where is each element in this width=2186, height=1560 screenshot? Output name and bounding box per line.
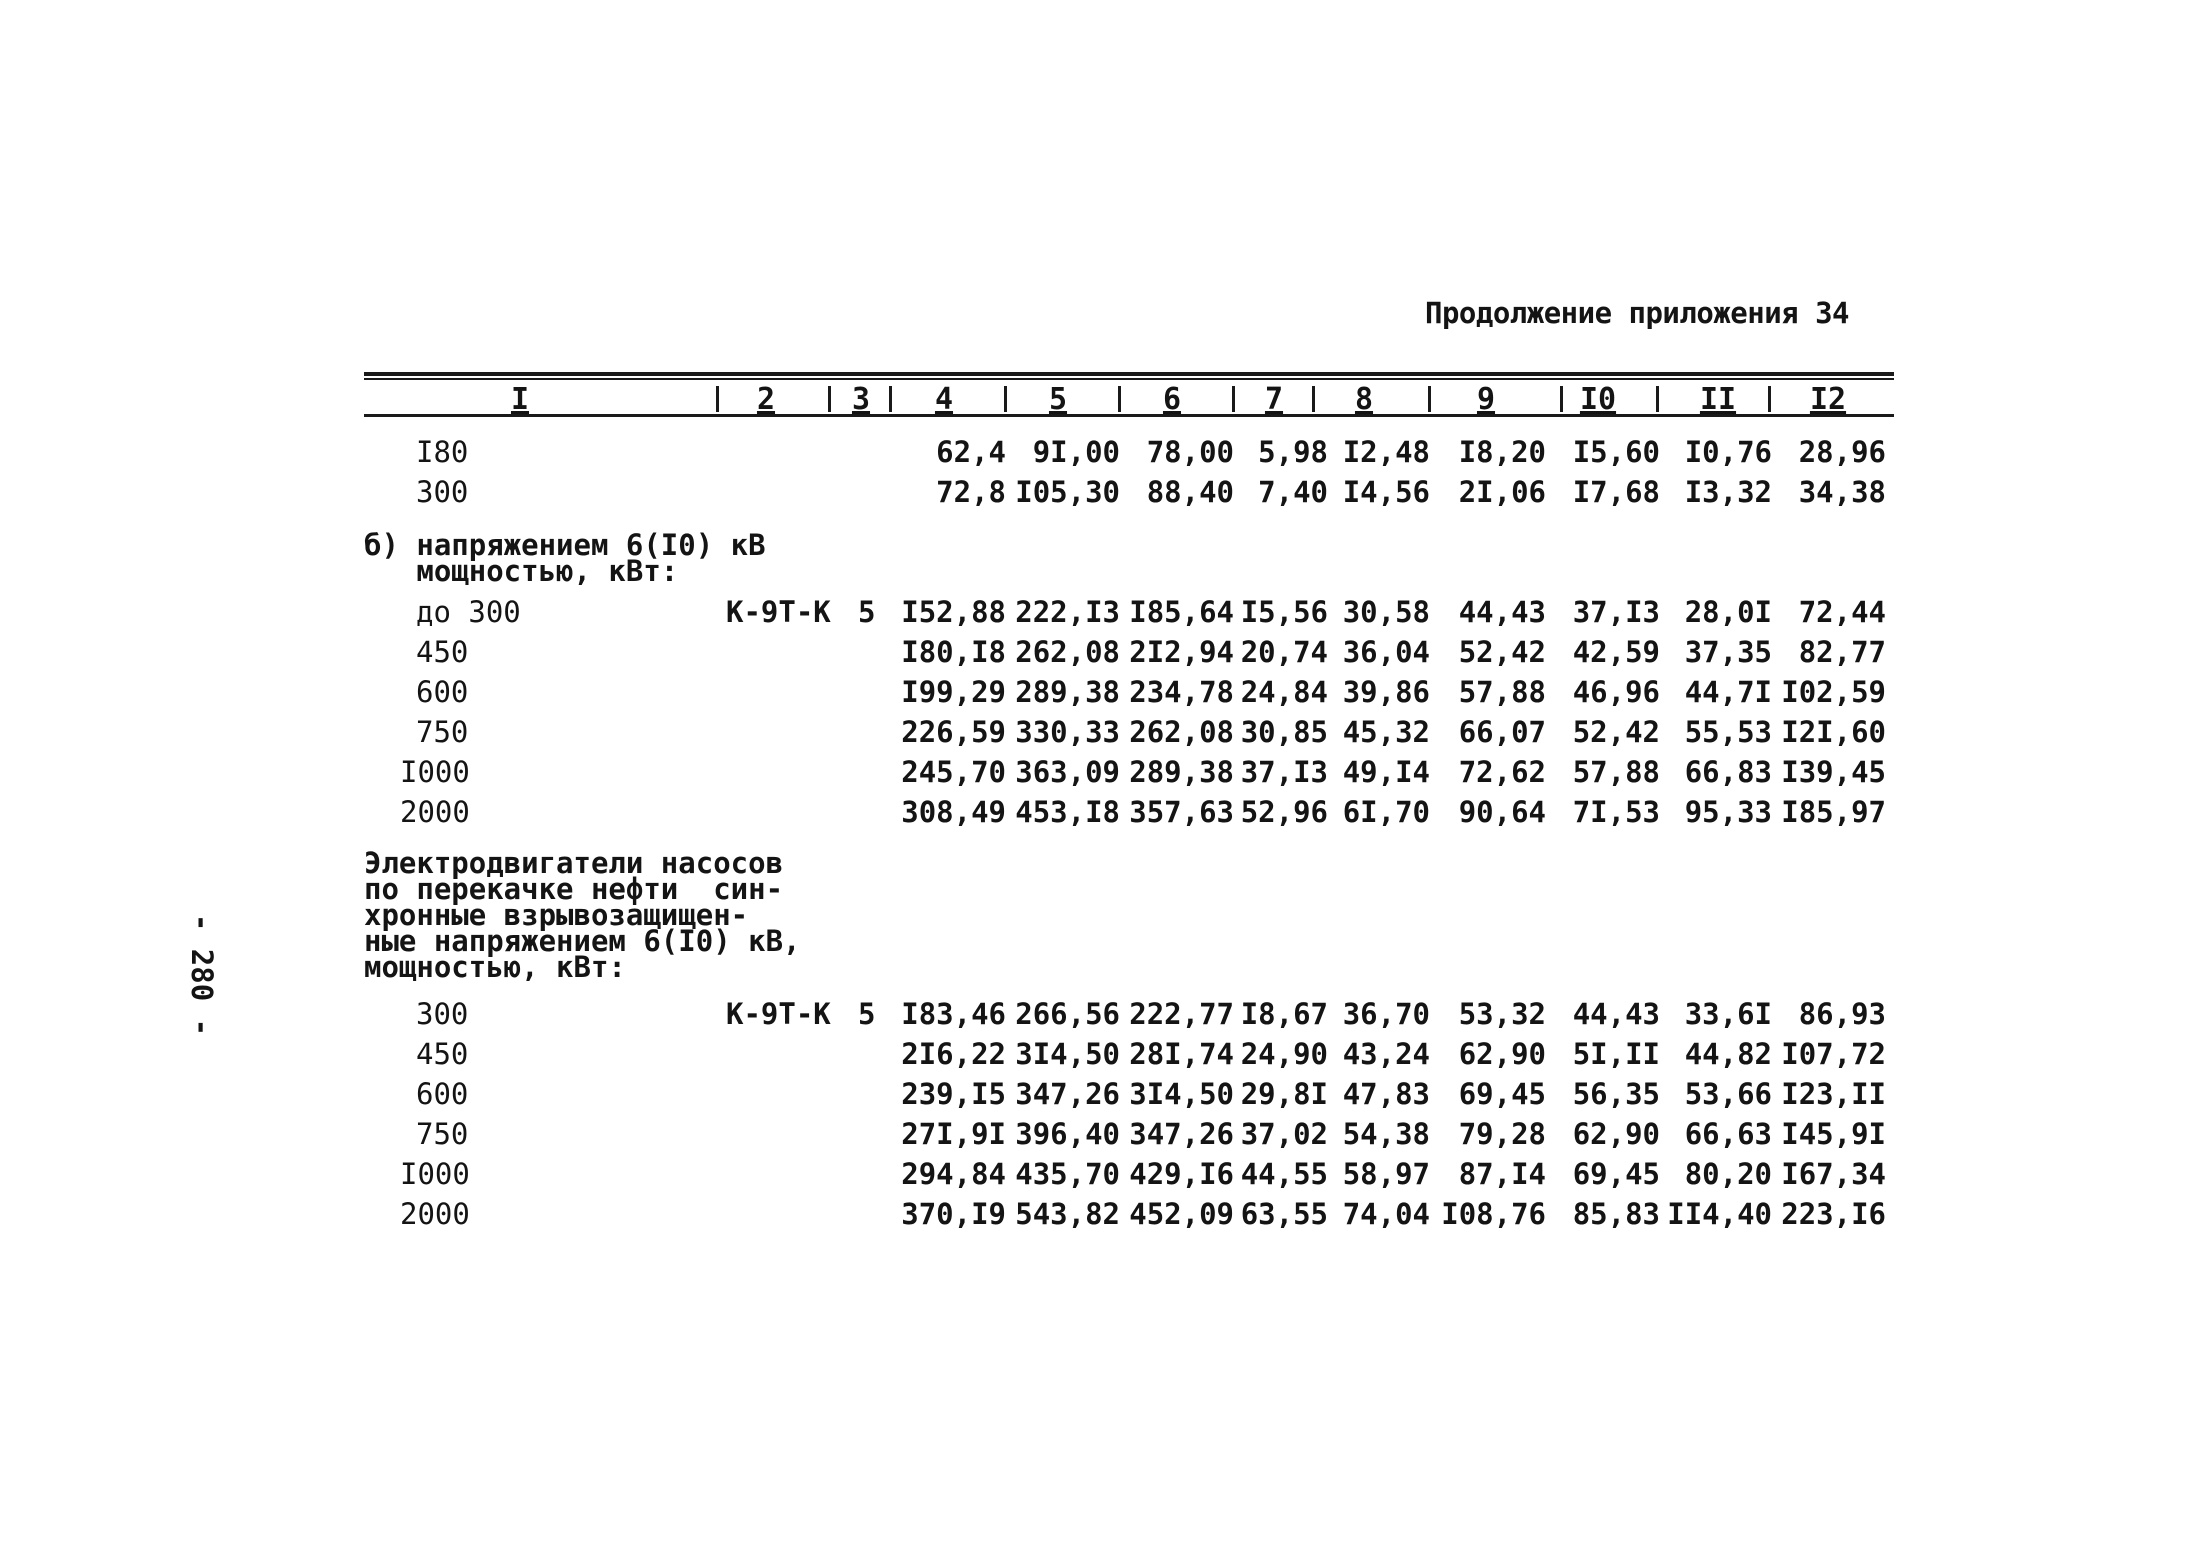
- row-mark: К-9Т-К: [726, 997, 831, 1031]
- page-number: - 280 -: [185, 913, 219, 1037]
- table-row: [0, 634, 2186, 670]
- cell-col-5: 9I,00: [1032, 435, 1120, 469]
- section-pumps-heading-line: ные напряжением 6(I0) кВ,: [364, 924, 801, 958]
- cell-col-11: 37,35: [1684, 635, 1772, 669]
- cell-col-8: 74,04: [1342, 1197, 1430, 1231]
- cell-col-4: 2I6,22: [901, 1037, 1006, 1071]
- cell-col-5: 453,I8: [1015, 795, 1120, 829]
- cell-col-7: 5,98: [1258, 435, 1328, 469]
- section-pumps-heading-line: Электродвигатели насосов: [364, 846, 784, 880]
- cell-col-4: 308,49: [901, 795, 1006, 829]
- header-col-10: I0: [1579, 382, 1617, 417]
- cell-col-8: 49,I4: [1342, 755, 1430, 789]
- cell-col-7: I8,67: [1240, 997, 1328, 1031]
- cell-col-8: 45,32: [1342, 715, 1430, 749]
- cell-col-6: 2I2,94: [1129, 635, 1234, 669]
- cell-col-10: 7I,53: [1572, 795, 1660, 829]
- cell-col-7: 52,96: [1240, 795, 1328, 829]
- cell-col-6: 234,78: [1129, 675, 1234, 709]
- cell-col-4: 245,70: [901, 755, 1006, 789]
- row-label: I000: [400, 1157, 470, 1191]
- cell-col-6: 78,00: [1146, 435, 1234, 469]
- cell-col-8: 6I,70: [1342, 795, 1430, 829]
- cell-col-4: 27I,9I: [901, 1117, 1006, 1151]
- cell-col-5: 266,56: [1015, 997, 1120, 1031]
- header-separator: [1232, 386, 1235, 412]
- cell-col-11: 66,83: [1684, 755, 1772, 789]
- row-mark: К-9Т-К: [726, 595, 831, 629]
- header-col-1: I: [510, 382, 530, 417]
- header-col-7: 7: [1264, 382, 1284, 417]
- header-separator: [1656, 386, 1659, 412]
- cell-col-11: I0,76: [1684, 435, 1772, 469]
- cell-col-8: 30,58: [1342, 595, 1430, 629]
- cell-col-11: 44,7I: [1684, 675, 1772, 709]
- row-num: 5: [858, 595, 876, 629]
- cell-col-7: 37,02: [1240, 1117, 1328, 1151]
- cell-col-5: 222,I3: [1015, 595, 1120, 629]
- table-row: [0, 714, 2186, 750]
- header-separator: [889, 386, 892, 412]
- cell-col-10: 44,43: [1572, 997, 1660, 1031]
- table-caption: Продолжение приложения 34: [1425, 296, 1849, 330]
- table-row: [0, 1196, 2186, 1232]
- cell-col-9: I8,20: [1458, 435, 1546, 469]
- table-row: [0, 1036, 2186, 1072]
- cell-col-10: 46,96: [1572, 675, 1660, 709]
- cell-col-10: 69,45: [1572, 1157, 1660, 1191]
- table-row: [0, 754, 2186, 790]
- cell-col-5: 347,26: [1015, 1077, 1120, 1111]
- row-label: 600: [416, 675, 469, 709]
- table-row: [0, 594, 2186, 630]
- cell-col-12: I2I,60: [1781, 715, 1886, 749]
- cell-col-8: 47,83: [1342, 1077, 1430, 1111]
- table-row: [0, 474, 2186, 510]
- cell-col-8: 36,70: [1342, 997, 1430, 1031]
- cell-col-10: 62,90: [1572, 1117, 1660, 1151]
- cell-col-10: 52,42: [1572, 715, 1660, 749]
- cell-col-7: 29,8I: [1240, 1077, 1328, 1111]
- row-label: I000: [400, 755, 470, 789]
- cell-col-4: 370,I9: [901, 1197, 1006, 1231]
- cell-col-8: I2,48: [1342, 435, 1430, 469]
- cell-col-5: 396,40: [1015, 1117, 1120, 1151]
- header-col-3: 3: [851, 382, 871, 417]
- header-separator: [1004, 386, 1007, 412]
- cell-col-8: 54,38: [1342, 1117, 1430, 1151]
- header-col-5: 5: [1048, 382, 1068, 417]
- cell-col-10: 37,I3: [1572, 595, 1660, 629]
- cell-col-5: 289,38: [1015, 675, 1120, 709]
- cell-col-12: I67,34: [1781, 1157, 1886, 1191]
- cell-col-6: 28I,74: [1129, 1037, 1234, 1071]
- cell-col-9: 44,43: [1458, 595, 1546, 629]
- cell-col-12: 72,44: [1798, 595, 1886, 629]
- cell-col-6: 262,08: [1129, 715, 1234, 749]
- row-label: 300: [416, 475, 469, 509]
- cell-col-7: 44,55: [1240, 1157, 1328, 1191]
- cell-col-10: I7,68: [1572, 475, 1660, 509]
- cell-col-8: 39,86: [1342, 675, 1430, 709]
- cell-col-12: 82,77: [1798, 635, 1886, 669]
- row-label: 2000: [400, 795, 470, 829]
- cell-col-4: I99,29: [901, 675, 1006, 709]
- row-label: до 300: [416, 595, 521, 629]
- row-label: 300: [416, 997, 469, 1031]
- row-label: 750: [416, 1117, 469, 1151]
- cell-col-10: I5,60: [1572, 435, 1660, 469]
- section-pumps-heading: [364, 846, 801, 984]
- cell-col-4: I83,46: [901, 997, 1006, 1031]
- header-separator: [1312, 386, 1315, 412]
- cell-col-5: 3I4,50: [1015, 1037, 1120, 1071]
- cell-col-9: 72,62: [1458, 755, 1546, 789]
- section-b-heading-line: мощностью, кВт:: [364, 554, 679, 588]
- cell-col-4: 62,4: [936, 435, 1006, 469]
- row-label: 450: [416, 635, 469, 669]
- header-col-11: II: [1699, 382, 1737, 417]
- cell-col-6: 88,40: [1146, 475, 1234, 509]
- header-col-6: 6: [1162, 382, 1182, 417]
- cell-col-11: I3,32: [1684, 475, 1772, 509]
- cell-col-4: 226,59: [901, 715, 1006, 749]
- cell-col-5: 435,70: [1015, 1157, 1120, 1191]
- table-row: [0, 1116, 2186, 1152]
- cell-col-6: 222,77: [1129, 997, 1234, 1031]
- cell-col-12: 34,38: [1798, 475, 1886, 509]
- row-label: 2000: [400, 1197, 470, 1231]
- cell-col-11: II4,40: [1667, 1197, 1772, 1231]
- table-row: [0, 434, 2186, 470]
- cell-col-11: 28,0I: [1684, 595, 1772, 629]
- cell-col-4: 239,I5: [901, 1077, 1006, 1111]
- cell-col-10: 56,35: [1572, 1077, 1660, 1111]
- row-label: I80: [416, 435, 469, 469]
- table-row: [0, 794, 2186, 830]
- header-separator: [716, 386, 719, 412]
- cell-col-12: I02,59: [1781, 675, 1886, 709]
- cell-col-7: I5,56: [1240, 595, 1328, 629]
- header-separator: [1560, 386, 1563, 412]
- section-b-heading-line: б) напряжением 6(I0) кВ: [364, 528, 766, 562]
- cell-col-11: 95,33: [1684, 795, 1772, 829]
- cell-col-12: I23,II: [1781, 1077, 1886, 1111]
- row-label: 750: [416, 715, 469, 749]
- cell-col-9: I08,76: [1441, 1197, 1546, 1231]
- cell-col-11: 66,63: [1684, 1117, 1772, 1151]
- cell-col-11: 33,6I: [1684, 997, 1772, 1031]
- header-col-4: 4: [934, 382, 954, 417]
- header-col-12: I2: [1809, 382, 1847, 417]
- cell-col-6: 289,38: [1129, 755, 1234, 789]
- header-rule-bottom: [364, 414, 1894, 417]
- cell-col-7: 24,84: [1240, 675, 1328, 709]
- header-rule-top: [364, 372, 1894, 376]
- section-pumps-heading-line: по перекачке нефти син-: [364, 872, 784, 906]
- cell-col-12: I07,72: [1781, 1037, 1886, 1071]
- cell-col-4: 294,84: [901, 1157, 1006, 1191]
- cell-col-5: 363,09: [1015, 755, 1120, 789]
- cell-col-9: 52,42: [1458, 635, 1546, 669]
- cell-col-6: 347,26: [1129, 1117, 1234, 1151]
- cell-col-8: I4,56: [1342, 475, 1430, 509]
- cell-col-9: 57,88: [1458, 675, 1546, 709]
- cell-col-6: 452,09: [1129, 1197, 1234, 1231]
- header-col-2: 2: [756, 382, 776, 417]
- cell-col-4: I52,88: [901, 595, 1006, 629]
- cell-col-8: 43,24: [1342, 1037, 1430, 1071]
- table-row: [0, 1156, 2186, 1192]
- header-col-8: 8: [1354, 382, 1374, 417]
- cell-col-7: 30,85: [1240, 715, 1328, 749]
- cell-col-6: 357,63: [1129, 795, 1234, 829]
- cell-col-9: 2I,06: [1458, 475, 1546, 509]
- cell-col-8: 36,04: [1342, 635, 1430, 669]
- row-label: 600: [416, 1077, 469, 1111]
- cell-col-7: 7,40: [1258, 475, 1328, 509]
- cell-col-7: 24,90: [1240, 1037, 1328, 1071]
- cell-col-5: 330,33: [1015, 715, 1120, 749]
- cell-col-10: 57,88: [1572, 755, 1660, 789]
- cell-col-12: I39,45: [1781, 755, 1886, 789]
- cell-col-8: 58,97: [1342, 1157, 1430, 1191]
- cell-col-9: 69,45: [1458, 1077, 1546, 1111]
- cell-col-11: 80,20: [1684, 1157, 1772, 1191]
- cell-col-10: 85,83: [1572, 1197, 1660, 1231]
- cell-col-4: I80,I8: [901, 635, 1006, 669]
- section-b-heading: [364, 528, 766, 588]
- table-row: [0, 1076, 2186, 1112]
- header-separator: [1428, 386, 1431, 412]
- header-separator: [1118, 386, 1121, 412]
- table-row: [0, 674, 2186, 710]
- header-separator: [1768, 386, 1771, 412]
- row-num: 5: [858, 997, 876, 1031]
- cell-col-7: 63,55: [1240, 1197, 1328, 1231]
- cell-col-9: 90,64: [1458, 795, 1546, 829]
- cell-col-9: 62,90: [1458, 1037, 1546, 1071]
- cell-col-5: I05,30: [1015, 475, 1120, 509]
- row-label: 450: [416, 1037, 469, 1071]
- cell-col-5: 543,82: [1015, 1197, 1120, 1231]
- header-rule-top-thin: [364, 378, 1894, 380]
- cell-col-11: 53,66: [1684, 1077, 1772, 1111]
- cell-col-6: I85,64: [1129, 595, 1234, 629]
- cell-col-12: 86,93: [1798, 997, 1886, 1031]
- section-pumps-heading-line: хронные взрывозащищен-: [364, 898, 749, 932]
- cell-col-12: 223,I6: [1781, 1197, 1886, 1231]
- cell-col-10: 42,59: [1572, 635, 1660, 669]
- table-row: [0, 996, 2186, 1032]
- cell-col-7: 20,74: [1240, 635, 1328, 669]
- cell-col-6: 429,I6: [1129, 1157, 1234, 1191]
- cell-col-12: I85,97: [1781, 795, 1886, 829]
- cell-col-12: 28,96: [1798, 435, 1886, 469]
- cell-col-5: 262,08: [1015, 635, 1120, 669]
- cell-col-11: 44,82: [1684, 1037, 1772, 1071]
- header-separator: [828, 386, 831, 412]
- header-col-9: 9: [1476, 382, 1496, 417]
- cell-col-9: 66,07: [1458, 715, 1546, 749]
- cell-col-9: 87,I4: [1458, 1157, 1546, 1191]
- cell-col-9: 79,28: [1458, 1117, 1546, 1151]
- cell-col-4: 72,8: [936, 475, 1006, 509]
- cell-col-11: 55,53: [1684, 715, 1772, 749]
- section-pumps-heading-line: мощностью, кВт:: [364, 950, 626, 984]
- cell-col-12: I45,9I: [1781, 1117, 1886, 1151]
- cell-col-10: 5I,II: [1572, 1037, 1660, 1071]
- cell-col-7: 37,I3: [1240, 755, 1328, 789]
- cell-col-6: 3I4,50: [1129, 1077, 1234, 1111]
- cell-col-9: 53,32: [1458, 997, 1546, 1031]
